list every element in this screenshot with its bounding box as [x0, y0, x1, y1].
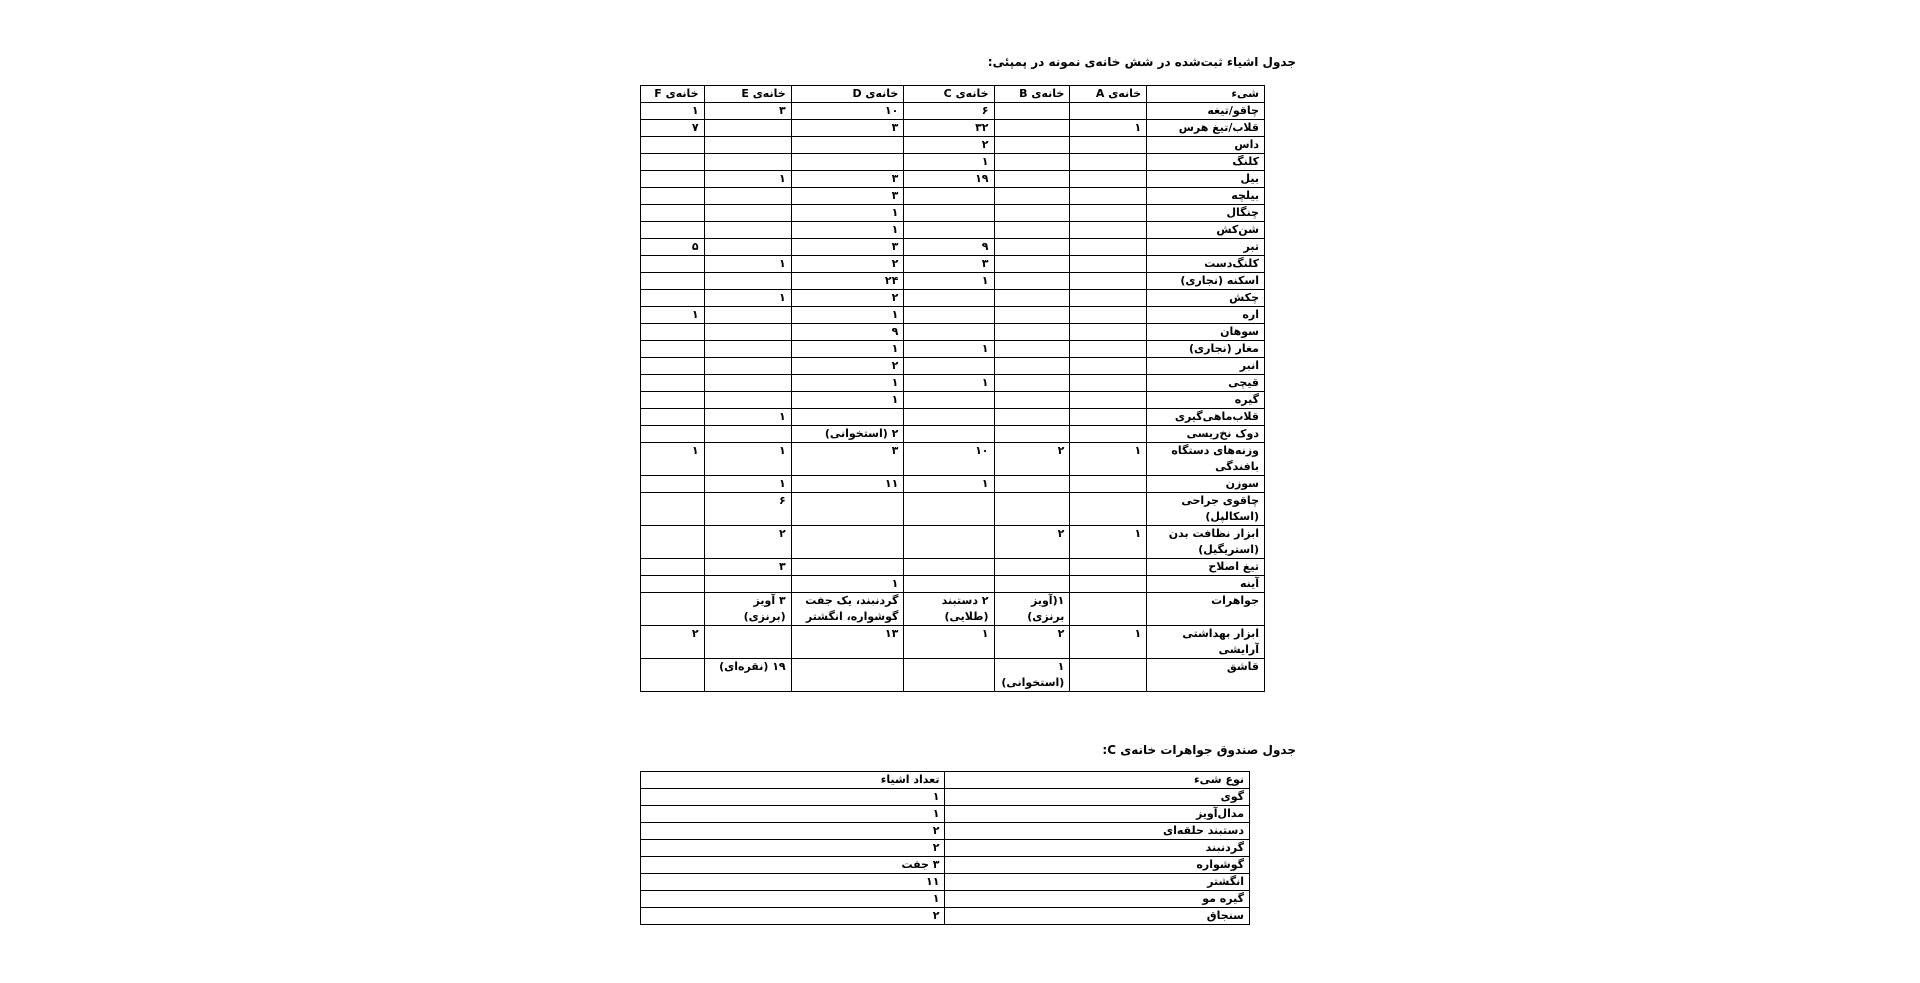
table-cell: ۳ [791, 120, 904, 137]
table-cell [641, 576, 705, 593]
table-row [641, 188, 1265, 205]
table-cell: ۷ [641, 120, 705, 137]
table-cell: ۱ [704, 409, 791, 426]
table-row [641, 526, 1265, 559]
row-label-cell: دوک نخ‌ریسی [1147, 426, 1265, 443]
table-cell: ۱ [1070, 626, 1147, 659]
table-cell [994, 256, 1070, 273]
table-cell: ۹ [791, 324, 904, 341]
table-cell: ۱ [791, 341, 904, 358]
table-cell [641, 222, 705, 239]
table-cell [641, 659, 705, 692]
table-cell [1070, 324, 1147, 341]
table-cell [1070, 273, 1147, 290]
row-label-cell: کلنگ [1147, 154, 1265, 171]
table-row [641, 256, 1265, 273]
table-cell: ۱ [1070, 120, 1147, 137]
table-row [641, 375, 1265, 392]
table-cell [704, 188, 791, 205]
table-row [641, 358, 1265, 375]
table-row [641, 426, 1265, 443]
table-cell [904, 307, 994, 324]
row-label-cell: بیل [1147, 171, 1265, 188]
table-cell: ۱ [791, 222, 904, 239]
table-cell: ۱۰ [791, 103, 904, 120]
table-cell [1070, 476, 1147, 493]
table-cell: ۱ [641, 103, 705, 120]
table-cell [641, 205, 705, 222]
table-row [641, 576, 1265, 593]
table-cell: ۲۴ [791, 273, 904, 290]
row-label-cell: سوزن [1147, 476, 1265, 493]
table-cell: ۲ [704, 526, 791, 559]
table-cell [1070, 307, 1147, 324]
table-cell: ۱ (استخوانی) [994, 659, 1070, 692]
table-cell [641, 290, 705, 307]
table-cell: ۱ [704, 171, 791, 188]
table-cell [641, 154, 705, 171]
table-cell [1070, 222, 1147, 239]
table-row [641, 443, 1265, 476]
row-label-cell: آینه [1147, 576, 1265, 593]
table-cell [704, 426, 791, 443]
table-cell [641, 188, 705, 205]
table-cell [1070, 154, 1147, 171]
column-header: نوع شیء [945, 772, 1250, 789]
table-cell: ۱ [904, 273, 994, 290]
row-label-cell: انبر [1147, 358, 1265, 375]
table-cell: ۱۹ [904, 171, 994, 188]
table-cell [994, 290, 1070, 307]
table-row [641, 137, 1265, 154]
table-cell: ۲ [641, 908, 945, 925]
table-cell [994, 358, 1070, 375]
table-cell [791, 659, 904, 692]
table-cell: ۳ [704, 103, 791, 120]
table-cell: ۱ [791, 307, 904, 324]
table-cell [791, 409, 904, 426]
table-cell [1070, 171, 1147, 188]
row-label-cell: ابزار بهداشتی آرایشی [1147, 626, 1265, 659]
table-cell: ۱۹ (نقره‌ای) [704, 659, 791, 692]
table-cell [704, 137, 791, 154]
row-label-cell: گوشواره [945, 857, 1250, 874]
table-cell: ۱ [791, 375, 904, 392]
table-cell [641, 324, 705, 341]
table-cell [994, 222, 1070, 239]
row-label-cell: گردنبند [945, 840, 1250, 857]
table-cell [641, 273, 705, 290]
table-cell: ۶ [704, 493, 791, 526]
table-cell [1070, 493, 1147, 526]
table-cell [1070, 409, 1147, 426]
table-cell: ۱ [704, 476, 791, 493]
table-cell [704, 375, 791, 392]
table-cell [994, 324, 1070, 341]
table-cell [994, 137, 1070, 154]
table-row [641, 806, 1250, 823]
table2-body [641, 789, 1250, 925]
table-cell [904, 493, 994, 526]
table-cell: ۳۲ [904, 120, 994, 137]
table-cell [904, 526, 994, 559]
table-cell: ۲ [904, 137, 994, 154]
table-cell: ۳ [904, 256, 994, 273]
table-cell [1070, 358, 1147, 375]
column-header: خانه‌ی B [994, 86, 1070, 103]
table-cell [791, 154, 904, 171]
table-cell [704, 154, 791, 171]
table1-body [641, 103, 1265, 692]
table-cell [641, 559, 705, 576]
table-cell: ۲ [994, 626, 1070, 659]
table-cell [994, 493, 1070, 526]
table-row [641, 857, 1250, 874]
row-label-cell: چاقوی جراحی (اسکالپل) [1147, 493, 1265, 526]
row-label-cell: انگشتر [945, 874, 1250, 891]
row-label-cell: سوهان [1147, 324, 1265, 341]
table-cell: ۹ [904, 239, 994, 256]
table-row [641, 626, 1265, 659]
table-cell: ۲ [641, 840, 945, 857]
table-cell: ۱ [641, 789, 945, 806]
row-label-cell: گوی [945, 789, 1250, 806]
table-cell: ۲ [994, 443, 1070, 476]
table-cell [704, 239, 791, 256]
table-cell: ۲ [641, 626, 705, 659]
table-cell [904, 290, 994, 307]
table-cell [704, 626, 791, 659]
table-cell [994, 341, 1070, 358]
table-cell [641, 409, 705, 426]
table-cell [704, 392, 791, 409]
pompeii-houses-objects-table [640, 85, 1265, 692]
column-header: خانه‌ی A [1070, 86, 1147, 103]
row-label-cell: مغار (نجاری) [1147, 341, 1265, 358]
row-label-cell: بیلچه [1147, 188, 1265, 205]
column-header: تعداد اشیاء [641, 772, 945, 789]
table-row [641, 559, 1265, 576]
table-cell [704, 576, 791, 593]
row-label-cell: گیره مو [945, 891, 1250, 908]
table-cell [641, 341, 705, 358]
table-cell: ۲ دستبند (طلایی) [904, 593, 994, 626]
row-label-cell: تیغ اصلاح [1147, 559, 1265, 576]
row-label-cell: قیچی [1147, 375, 1265, 392]
table-cell [641, 493, 705, 526]
table-row [641, 891, 1250, 908]
table-cell: ۳ جفت [641, 857, 945, 874]
table-cell: ۱ [791, 205, 904, 222]
table-cell: ۱۳ [791, 626, 904, 659]
table-cell: گردنبند، یک جفت گوشواره، انگشتر [791, 593, 904, 626]
table-row [641, 593, 1265, 626]
table-cell [904, 576, 994, 593]
table-cell: ۲ [791, 358, 904, 375]
table-cell [641, 358, 705, 375]
table-cell [994, 273, 1070, 290]
table-cell [994, 426, 1070, 443]
row-label-cell: چنگال [1147, 205, 1265, 222]
table-row [641, 908, 1250, 925]
table-cell [641, 375, 705, 392]
table-row [641, 823, 1250, 840]
table-cell [994, 307, 1070, 324]
table-cell [994, 476, 1070, 493]
table-cell [904, 324, 994, 341]
table-cell [1070, 188, 1147, 205]
table-cell [1070, 239, 1147, 256]
table-cell: ۱ [641, 443, 705, 476]
table-cell: ۲ [641, 823, 945, 840]
table-cell [791, 493, 904, 526]
table-cell [641, 526, 705, 559]
table-cell [704, 307, 791, 324]
table-cell: ۱ [904, 375, 994, 392]
table-cell [994, 120, 1070, 137]
table-row [641, 874, 1250, 891]
table-cell [994, 392, 1070, 409]
column-header: شیء [1147, 86, 1265, 103]
table-cell: ۱۰ [904, 443, 994, 476]
table-cell [1070, 103, 1147, 120]
table-cell: ۶ [904, 103, 994, 120]
table-row [641, 324, 1265, 341]
table-cell: ۳ [791, 188, 904, 205]
table-cell [791, 137, 904, 154]
table-cell: ۱ [904, 341, 994, 358]
table-cell [1070, 290, 1147, 307]
table-cell: ۱(آویز برنزی) [994, 593, 1070, 626]
table-cell: ۳ [704, 559, 791, 576]
table-row [641, 341, 1265, 358]
table-cell: ۲ (استخوانی) [791, 426, 904, 443]
table-cell [641, 593, 705, 626]
table-cell [994, 171, 1070, 188]
table-cell: ۵ [641, 239, 705, 256]
table-cell [641, 171, 705, 188]
table-cell [1070, 205, 1147, 222]
table-cell [904, 358, 994, 375]
table-row [641, 307, 1265, 324]
table-cell [791, 559, 904, 576]
table-cell [641, 392, 705, 409]
table-cell: ۲ [791, 290, 904, 307]
table-cell: ۳ [791, 443, 904, 476]
table-cell [994, 559, 1070, 576]
table-row [641, 789, 1250, 806]
table-cell [641, 256, 705, 273]
table-cell [904, 659, 994, 692]
row-label-cell: گیره [1147, 392, 1265, 409]
column-header: خانه‌ی E [704, 86, 791, 103]
row-label-cell: چکش [1147, 290, 1265, 307]
row-label-cell: قلاب‌ماهی‌گیری [1147, 409, 1265, 426]
table-cell: ۲ [791, 256, 904, 273]
house-c-jewelry-box-table [640, 771, 1250, 925]
row-label-cell: جواهرات [1147, 593, 1265, 626]
table-cell: ۱ [704, 290, 791, 307]
table-cell [994, 375, 1070, 392]
table-cell [704, 205, 791, 222]
table-cell [1070, 426, 1147, 443]
column-header: خانه‌ی D [791, 86, 904, 103]
table-cell [994, 154, 1070, 171]
table-row [641, 659, 1265, 692]
table-row [641, 103, 1265, 120]
table-cell: ۱ [904, 476, 994, 493]
table2-header-row [641, 772, 1250, 789]
table-cell [1070, 659, 1147, 692]
table-cell [704, 324, 791, 341]
table-cell: ۱ [791, 392, 904, 409]
row-label-cell: شن‌کش [1147, 222, 1265, 239]
table-cell: ۳ آویز (برنزی) [704, 593, 791, 626]
row-label-cell: داس [1147, 137, 1265, 154]
row-label-cell: ابزار نظافت بدن (استریگیل) [1147, 526, 1265, 559]
row-label-cell: چاقو/تیغه [1147, 103, 1265, 120]
table-cell [904, 222, 994, 239]
table-cell [994, 205, 1070, 222]
table-row [641, 290, 1265, 307]
table-cell [1070, 375, 1147, 392]
table-row [641, 273, 1265, 290]
table1-header-row [641, 86, 1265, 103]
table-row [641, 840, 1250, 857]
table-row [641, 409, 1265, 426]
table-cell [641, 476, 705, 493]
table-cell [904, 426, 994, 443]
row-label-cell: اره [1147, 307, 1265, 324]
table-row [641, 171, 1265, 188]
row-label-cell: اسکنه (نجاری) [1147, 273, 1265, 290]
table-cell: ۱ [641, 806, 945, 823]
table-cell: ۱ [641, 307, 705, 324]
table-cell [1070, 256, 1147, 273]
table-cell [1070, 137, 1147, 154]
table-cell [994, 239, 1070, 256]
table-cell [704, 273, 791, 290]
table-row [641, 222, 1265, 239]
table-row [641, 120, 1265, 137]
table-cell: ۱۱ [791, 476, 904, 493]
table-row [641, 392, 1265, 409]
table-cell [641, 137, 705, 154]
table-cell: ۱ [791, 576, 904, 593]
row-label-cell: کلنگ‌دست [1147, 256, 1265, 273]
column-header: خانه‌ی F [641, 86, 705, 103]
table-cell [994, 409, 1070, 426]
table-cell [704, 341, 791, 358]
table2-title: جدول صندوق جواهرات خانه‌ی C: [1102, 743, 1296, 757]
table-cell: ۳ [791, 239, 904, 256]
table-row [641, 493, 1265, 526]
table-row [641, 239, 1265, 256]
row-label-cell: قلاب/تیغ هرس [1147, 120, 1265, 137]
table-cell: ۱ [904, 154, 994, 171]
table-cell [1070, 593, 1147, 626]
row-label-cell: وزنه‌های دستگاه بافندگی [1147, 443, 1265, 476]
table-cell: ۱ [1070, 526, 1147, 559]
table-cell [904, 205, 994, 222]
table-cell [994, 188, 1070, 205]
table-cell: ۲ [994, 526, 1070, 559]
row-label-cell: مدال‌آویز [945, 806, 1250, 823]
table-cell [704, 222, 791, 239]
table-cell: ۱ [904, 626, 994, 659]
table-cell [1070, 392, 1147, 409]
column-header: خانه‌ی C [904, 86, 994, 103]
table-cell [704, 120, 791, 137]
table-cell: ۱ [641, 891, 945, 908]
table-row [641, 154, 1265, 171]
table-cell: ۱ [704, 443, 791, 476]
table-cell [1070, 576, 1147, 593]
row-label-cell: سنجاق [945, 908, 1250, 925]
table-cell [994, 103, 1070, 120]
table-cell: ۳ [791, 171, 904, 188]
table-cell [704, 358, 791, 375]
table-cell [904, 409, 994, 426]
table1-title: جدول اشیاء ثبت‌شده در شش خانه‌ی نمونه در پمپئی: [987, 55, 1296, 69]
table-cell: ۱ [1070, 443, 1147, 476]
table-cell [791, 526, 904, 559]
table-cell [1070, 559, 1147, 576]
row-label-cell: دستبند حلقه‌ای [945, 823, 1250, 840]
row-label-cell: تبر [1147, 239, 1265, 256]
table-cell [904, 559, 994, 576]
table-cell: ۱ [704, 256, 791, 273]
row-label-cell: قاشق [1147, 659, 1265, 692]
table-row [641, 476, 1265, 493]
table-row [641, 205, 1265, 222]
table-cell: ۱۱ [641, 874, 945, 891]
table-cell [641, 426, 705, 443]
table-cell [994, 576, 1070, 593]
table-cell [904, 188, 994, 205]
table-cell [1070, 341, 1147, 358]
table-cell [904, 392, 994, 409]
